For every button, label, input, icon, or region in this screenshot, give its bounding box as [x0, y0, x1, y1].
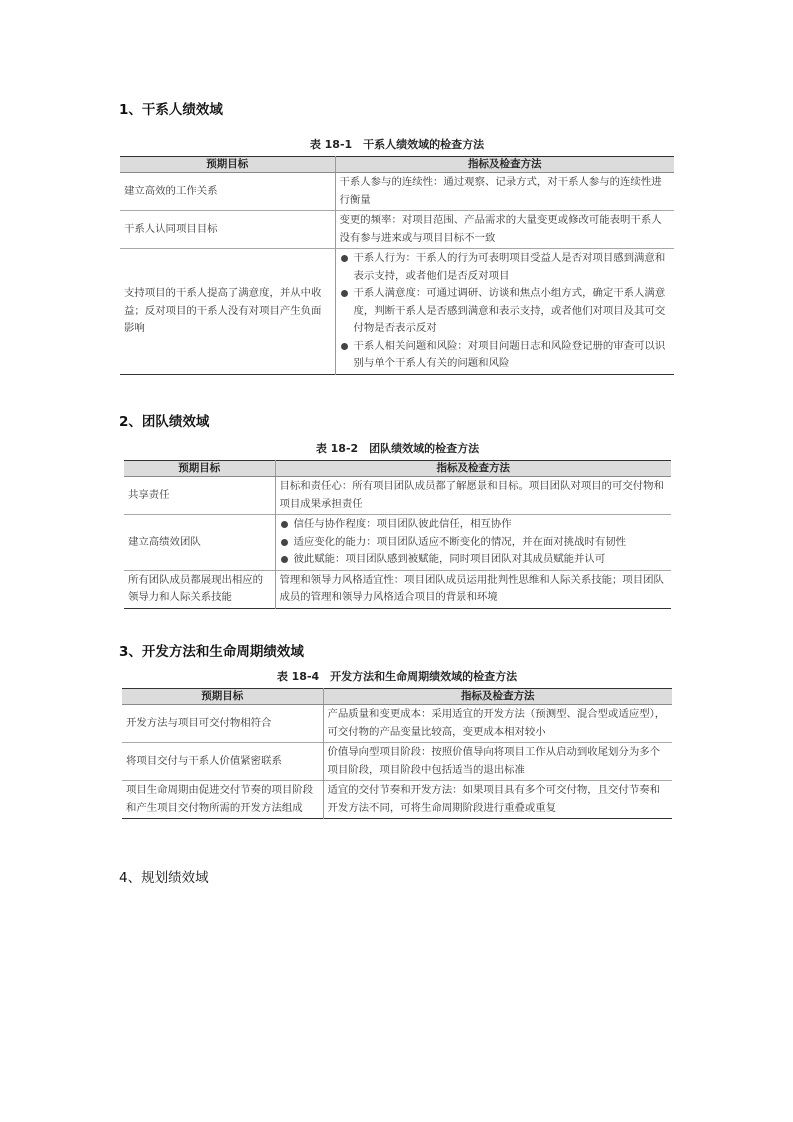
- method-cell: 产品质量和变更成本：采用适宜的开发方法（预测型、混合型或适应型），可交付物的产品变量比较高，变更成本相对较小: [327, 708, 666, 738]
- bullet-dot-icon: [281, 521, 288, 528]
- table-row: [122, 781, 672, 819]
- bullet-item: [340, 250, 671, 285]
- bullet-text: 信任与协作程度：项目团队彼此信任，相互协作: [293, 518, 512, 530]
- bullet-text: 干系人相关问题和风险：对项目问题日志和风险登记册的审查可以识别与单个干系人有关的问题和风险: [353, 339, 666, 369]
- table-caption-18-4: 表 18-4 开发方法和生命周期绩效域的检查方法: [276, 670, 518, 683]
- col-header-method: 指标及检查方法: [323, 689, 672, 705]
- bullet-list: [340, 250, 671, 373]
- goal-cell: 所有团队成员都展现出相应的领导力和人际关系技能: [124, 570, 275, 608]
- bullet-dot-icon: [281, 539, 288, 546]
- table-caption-18-1: 表 18-1 干系人绩效域的检查方法: [309, 138, 485, 151]
- bullet-text: 彼此赋能：项目团队感到被赋能，同时项目团队对其成员赋能并认可: [293, 553, 606, 565]
- method-cell: [275, 515, 671, 571]
- goal-cell: 建立高效的工作关系: [120, 173, 335, 211]
- goal-cell: 项目生命周期由促进交付节奏的项目阶段和产生项目交付物所需的开发方法组成: [122, 781, 323, 819]
- bullet-text: 干系人行为：干系人的行为可表明项目受益人是否对项目感到满意和表示支持，或者他们是否反对项目: [353, 252, 666, 282]
- col-header-method: 指标及检查方法: [275, 461, 671, 477]
- method-cell: 干系人参与的连续性：通过观察、记录方式，对干系人参与的连续性进行衡量: [339, 176, 662, 206]
- section-heading-planning: 4、规划绩效域: [119, 870, 209, 886]
- bullet-item: [340, 285, 671, 338]
- bullet-dot-icon: [341, 290, 348, 297]
- table-row: [120, 173, 674, 211]
- col-header-goal: 预期目标: [120, 157, 335, 173]
- bullet-dot-icon: [341, 255, 348, 262]
- method-cell: 变更的频率：对项目范围、产品需求的大量变更或修改可能表明干系人没有参与进来或与项目目标不一致: [335, 211, 674, 249]
- bullet-item: [340, 338, 671, 373]
- method-cell: 适宜的交付节奏和开发方法：如果项目具有多个可交付物，且交付节奏和开发方法不同，可将生命周期阶段进行重叠或重复: [323, 781, 672, 819]
- bullet-dot-icon: [281, 556, 288, 563]
- section-heading-team: 2、团队绩效域: [119, 414, 210, 430]
- table-row: [124, 515, 671, 571]
- method-cell: 价值导向型项目阶段：按照价值导向将项目工作从启动到收尾划分为多个项目阶段，项目阶段中包括适当的退出标准: [323, 743, 672, 781]
- bullet-dot-icon: [341, 343, 348, 350]
- table-row: [124, 570, 671, 608]
- bullet-item: [280, 516, 668, 534]
- bullet-text: 干系人满意度：可通过调研、访谈和焦点小组方式，确定干系人满意度，判断干系人是否感到满意和表示支持，或者他们对项目及其可交付物是否表示反对: [353, 287, 666, 334]
- col-header-method: 指标及检查方法: [335, 157, 674, 173]
- table-row: [122, 743, 672, 781]
- table-18-4: [122, 688, 672, 819]
- table-row: [120, 249, 674, 375]
- goal-cell: 共享责任: [124, 477, 275, 515]
- goal-cell: 干系人认同项目目标: [120, 211, 335, 249]
- table-row: [124, 477, 671, 515]
- col-header-goal: 预期目标: [122, 689, 323, 705]
- goal-cell: 将项目交付与干系人价值紧密联系: [122, 743, 323, 781]
- bullet-text: 适应变化的能力：项目团队适应不断变化的情况，并在面对挑战时有韧性: [293, 535, 626, 548]
- table-18-1: [120, 156, 674, 375]
- col-header-goal: 预期目标: [124, 461, 275, 477]
- table-caption-18-2: 表 18-2 团队绩效域的检查方法: [315, 442, 480, 455]
- table-row: [120, 211, 674, 249]
- bullet-item: [280, 534, 668, 552]
- method-cell: 管理和领导力风格适宜性：项目团队成员运用批判性思维和人际关系技能；项目团队成员的管理和领导力风格适合项目的背景和环境: [275, 570, 671, 608]
- goal-cell: 支持项目的干系人提高了满意度，并从中收益；反对项目的干系人没有对项目产生负面影响: [120, 249, 335, 375]
- table-row: [122, 705, 672, 743]
- bullet-item: [280, 551, 668, 569]
- method-cell: [335, 249, 674, 375]
- goal-cell: 开发方法与项目可交付物相符合: [122, 705, 323, 743]
- method-cell: 目标和责任心：所有项目团队成员都了解愿景和目标。项目团队对项目的可交付物和项目成果承担责任: [279, 480, 664, 510]
- section-heading-stakeholder: 1、干系人绩效域: [119, 102, 223, 118]
- section-heading-dev-approach: 3、开发方法和生命周期绩效域: [119, 644, 304, 660]
- bullet-list: [280, 516, 668, 569]
- table-18-2: [124, 460, 671, 609]
- goal-cell: 建立高绩效团队: [124, 515, 275, 571]
